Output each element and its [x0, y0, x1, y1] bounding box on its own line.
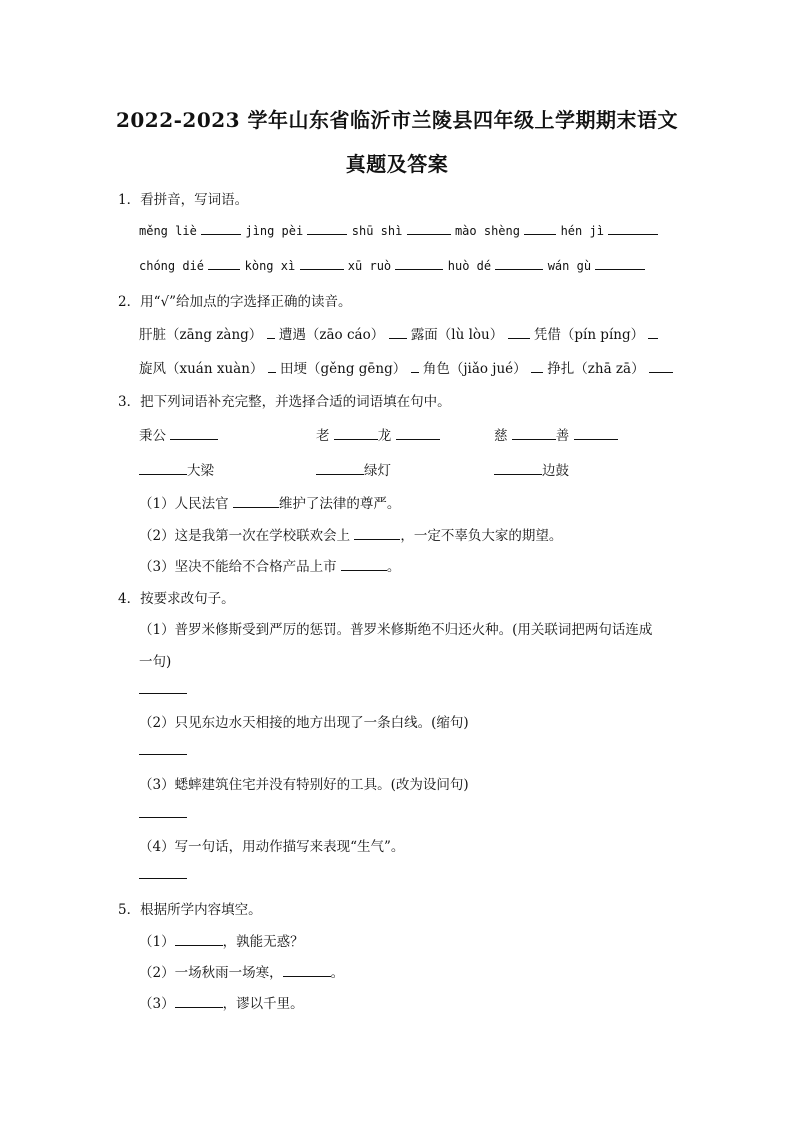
- reading-option: 遭遇（zāo cáo）: [278, 327, 385, 343]
- question-4-prompt: 4．按要求改句子。: [118, 591, 235, 607]
- idiom-text: 绿灯: [364, 463, 391, 479]
- sentence-text: ，一定不辜负大家的期望。: [400, 528, 563, 544]
- pinyin: jìng pèi: [245, 224, 304, 238]
- q3-sentence-2: [139, 524, 562, 544]
- q5-item-1: [139, 930, 304, 950]
- reading-option: 挣扎（zhā zā）: [547, 361, 645, 377]
- answer-blank: [139, 742, 187, 755]
- answer-blank: [201, 222, 241, 235]
- answer-blank: [494, 462, 542, 475]
- pinyin: hén jì: [560, 224, 604, 238]
- answer-blank: [316, 462, 364, 475]
- sentence-text: （1）: [139, 934, 175, 950]
- sentence-text: （3）坚决不能给不合格产品上市: [139, 559, 337, 575]
- answer-blank: [208, 257, 240, 270]
- pinyin: mào shèng: [454, 224, 520, 238]
- question-1-prompt: 1．看拼音，写词语。: [118, 192, 249, 208]
- q5-item-3: [139, 992, 304, 1012]
- answer-blank: [307, 222, 347, 235]
- q4-answer-blank-2: [139, 742, 187, 759]
- answer-blank: [268, 360, 276, 373]
- sentence-text: （2）一场秋雨一场寒，: [139, 965, 283, 981]
- q1-row1: [139, 222, 658, 239]
- reading-option: 露面（lù lòu）: [410, 327, 504, 343]
- answer-blank: [524, 222, 556, 235]
- pinyin: měng liè: [139, 224, 197, 238]
- answer-blank: [411, 360, 419, 373]
- reading-option: 田埂（gěng gēng）: [280, 361, 407, 377]
- q4-answer-blank-1: [139, 681, 187, 698]
- idiom-text: 善: [555, 428, 570, 444]
- document-title-line2: 真题及答案: [345, 152, 449, 176]
- question-2-prompt: 2．用“√”给加点的字选择正确的读音。: [118, 294, 352, 310]
- answer-blank: [300, 257, 344, 270]
- q4-item-3: （3）蟋蟀建筑住宅并没有特别好的工具。(改为设问句): [139, 777, 469, 793]
- answer-blank: [574, 427, 618, 440]
- q4-item-4: （4）写一句话，用动作描写来表现“生气”。: [139, 839, 405, 855]
- q2-row1: [139, 323, 658, 343]
- idiom-1: [139, 424, 218, 444]
- reading-option: 角色（jiǎo jué）: [422, 361, 527, 377]
- answer-blank: [395, 257, 443, 270]
- answer-blank: [139, 805, 187, 818]
- idiom-text: 边鼓: [542, 463, 569, 479]
- reading-option: 旋风（xuán xuàn）: [139, 361, 264, 377]
- answer-blank: [139, 462, 187, 475]
- sentence-text: （1）人民法官: [139, 496, 229, 512]
- answer-blank: [531, 360, 543, 373]
- idiom-5: [316, 459, 391, 479]
- idiom-text: 大梁: [187, 463, 214, 479]
- q1-row2: [139, 257, 645, 274]
- idiom-text: 老: [316, 428, 330, 444]
- idiom-text: 慈: [494, 428, 508, 444]
- answer-blank: [495, 257, 543, 270]
- sentence-text: （2）这是我第一次在学校联欢会上: [139, 528, 351, 544]
- answer-blank: [341, 558, 387, 571]
- answer-blank: [396, 427, 440, 440]
- answer-blank: [649, 360, 673, 373]
- pinyin: chóng dié: [139, 259, 205, 273]
- q4-answer-blank-4: [139, 866, 187, 883]
- q4-item-2: （2）只见东边水天相接的地方出现了一条白线。(缩句): [139, 715, 469, 731]
- document-title-line1: 2022-2023 学年山东省临沂市兰陵县四年级上学期期末语文: [115, 108, 679, 132]
- question-5-prompt: 5．根据所学内容填空。: [118, 902, 262, 918]
- pinyin: xū ruò: [347, 259, 392, 273]
- answer-blank: [175, 995, 223, 1008]
- answer-blank: [175, 933, 223, 946]
- q4-item-1-line2: 一句): [139, 654, 172, 670]
- answer-blank: [233, 495, 279, 508]
- pinyin: kòng xì: [244, 259, 296, 273]
- answer-blank: [648, 326, 658, 339]
- reading-option: 凭借（pín píng）: [533, 327, 645, 343]
- idiom-text: 秉公: [139, 428, 166, 444]
- idiom-3: [494, 424, 618, 444]
- q4-answer-blank-3: [139, 805, 187, 822]
- sentence-text: （3）: [139, 996, 175, 1012]
- q5-item-2: [139, 961, 344, 981]
- answer-blank: [267, 326, 275, 339]
- reading-option: 肝脏（zāng zàng）: [139, 327, 263, 343]
- idiom-2: [316, 424, 440, 444]
- answer-blank: [595, 257, 645, 270]
- sentence-text: ，谬以千里。: [222, 996, 304, 1012]
- sentence-text: 。: [330, 965, 345, 981]
- question-3-prompt: 3．把下列词语补充完整，并选择合适的词语填在句中。: [118, 394, 451, 410]
- idiom-text: 龙: [377, 428, 392, 444]
- q2-row2: [139, 357, 673, 377]
- q3-sentence-1: [139, 492, 400, 512]
- sentence-text: 。: [386, 559, 401, 575]
- sentence-text: ，孰能无惑？: [222, 934, 304, 950]
- answer-blank: [354, 527, 400, 540]
- sentence-text: 维护了法律的尊严。: [278, 496, 401, 512]
- answer-blank: [139, 866, 187, 879]
- answer-blank: [512, 427, 556, 440]
- idiom-6: [494, 459, 569, 479]
- answer-blank: [407, 222, 451, 235]
- answer-blank: [283, 964, 331, 977]
- q3-sentence-3: [139, 555, 400, 575]
- pinyin: huò dé: [447, 259, 492, 273]
- pinyin: shū shì: [351, 224, 403, 238]
- answer-blank: [139, 681, 187, 694]
- answer-blank: [508, 326, 530, 339]
- q4-item-1-line1: （1）普罗米修斯受到严厉的惩罚。普罗米修斯绝不归还火种。(用关联词把两句话连成: [139, 622, 653, 638]
- answer-blank: [389, 326, 407, 339]
- answer-blank: [334, 427, 378, 440]
- pinyin: wán gù: [547, 259, 592, 273]
- idiom-4: [139, 459, 214, 479]
- answer-blank: [170, 427, 218, 440]
- answer-blank: [608, 222, 658, 235]
